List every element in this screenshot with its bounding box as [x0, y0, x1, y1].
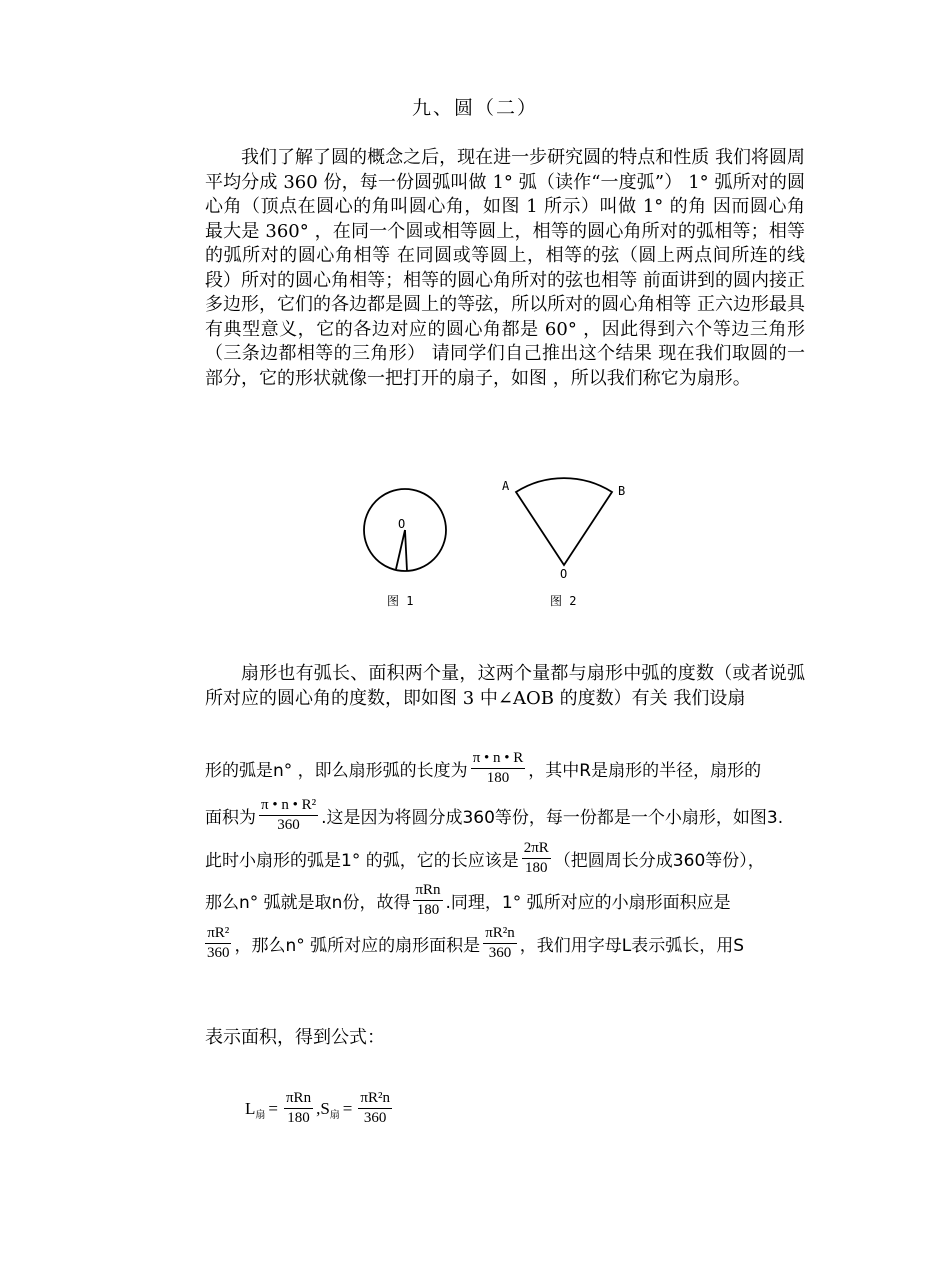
fraction-denominator: 180 [287, 1110, 310, 1126]
unit-arc-fraction [522, 840, 551, 877]
fraction-numerator: π • n • R² [259, 797, 318, 816]
area-symbol: S [320, 1098, 330, 1118]
fraction-denominator: 360 [488, 945, 512, 961]
fraction-denominator: 360 [363, 1110, 387, 1126]
line4-text-a: 那么n° 弧就是取n份，故得 [205, 893, 411, 913]
fig2-label-a: A [502, 479, 510, 493]
fraction-denominator: 180 [486, 770, 510, 786]
radius-2 [396, 530, 405, 569]
sector-area-fraction [483, 925, 517, 962]
area-subscript: 扇 [329, 1110, 340, 1121]
area-fraction [259, 797, 318, 834]
arc-length-formula-fraction [284, 1090, 313, 1127]
fraction-numerator: πRn [284, 1090, 313, 1109]
line3-text-b: （把圆周长分成360等份）， [553, 851, 765, 871]
fig1-center-label: O [398, 517, 406, 531]
fraction-denominator: 180 [416, 902, 440, 918]
line1-text-b: ，其中R是扇形的半径，扇形的 [528, 761, 762, 781]
line3-text-a: 此时小扇形的弧是1° 的弧，它的长应该是 [205, 851, 519, 871]
line2-text-a: 面积为 [205, 808, 256, 828]
arc-length-symbol: L [245, 1098, 256, 1118]
fraction-denominator: 360 [277, 817, 300, 833]
equals-sign: = [268, 1098, 278, 1118]
formula-line-3 [205, 840, 765, 877]
sector-paragraph: 扇形也有弧长、面积两个量，这两个量都与扇形中弧的度数（或者说弧所对应的圆心角的度数，即如图 3 中∠AOB 的度数）有关 我们设扇 [205, 663, 805, 709]
fig1-caption: 图 1 [387, 594, 414, 608]
intro-paragraph: 我们了解了圆的概念之后，现在进一步研究圆的特点和性质 我们将圆周平均分成 360 份，每一份圆弧叫做 1° 弧（读作“一度弧”） 1° 弧所对的圆心角（顶点在圆心的角叫圆心角，如图 1 所示）叫做 1° 的角 因而圆心角最大是 360° ，在同一个圆或相等圆上，相等的圆心角所对的弧相等；相等的弧所对的圆心角相等 在同圆或等圆上，相等的弦（圆上两点间所连的线段）所对的圆心角相等；相等的圆心角所对的弦也相等 前面讲到的圆内接正多边形，它们的各边都是圆上的等弦，所以所对的圆心角相等 正六边形最具有典型意义，它的各边对应的圆心角都是 60° ，因此得到六个等边三角形（三条边都相等的三角形） 请同学们自己推出这个结果 现在我们取圆的一部分，它的形状就像一把打开的扇子，如图 ，所以我们称它为扇形。 [205, 147, 805, 389]
fraction-numerator: πR²n [358, 1090, 392, 1109]
arc-length-subscript: 扇 [255, 1110, 266, 1121]
line1-text-a: 形的弧是n° ，即么扇形弧的长度为 [205, 761, 468, 781]
line4-text-b: .同理，1° 弧所对应的小扇形面积应是 [445, 893, 731, 913]
sector-shape [516, 478, 612, 565]
fraction-numerator: π • n • R [471, 750, 526, 769]
fraction-numerator: πRn [413, 882, 442, 901]
area-text: 表示面积，得到公式： [205, 1027, 385, 1048]
comma: , [316, 1098, 321, 1118]
fraction-denominator: 180 [525, 860, 548, 876]
figure-2 [502, 478, 625, 608]
fraction-numerator: πR²n [483, 925, 517, 944]
document-title: 九、圆（二） [411, 97, 538, 119]
radius-1 [405, 530, 407, 571]
fraction-denominator: 360 [207, 945, 230, 961]
figure-1 [364, 489, 446, 608]
formula-line-1 [205, 750, 761, 787]
fig2-label-b: B [618, 484, 626, 498]
arc-length-fraction [471, 750, 526, 787]
line5-text-a: ，那么n° 弧所对应的扇形面积是 [234, 936, 481, 956]
line5-text-b: ，我们用字母L表示弧长，用S [519, 936, 745, 956]
formula-line-4 [205, 882, 731, 919]
final-formula [245, 1090, 395, 1127]
equals-sign: = [342, 1098, 353, 1118]
fraction-numerator: πR² [205, 925, 231, 944]
unit-area-fraction [205, 925, 232, 962]
n-arc-fraction [413, 882, 442, 919]
area-formula-fraction [358, 1090, 392, 1127]
line2-text-b: .这是因为将圆分成360等份，每一份都是一个小扇形，如图3. [321, 808, 784, 828]
figure-diagrams [340, 470, 640, 620]
figures [340, 470, 640, 624]
fraction-numerator: 2πR [522, 840, 551, 859]
fig2-label-o: O [560, 567, 568, 581]
fig2-caption: 图 2 [550, 594, 577, 608]
formula-line-2 [205, 797, 783, 834]
formula-line-5 [205, 925, 744, 962]
